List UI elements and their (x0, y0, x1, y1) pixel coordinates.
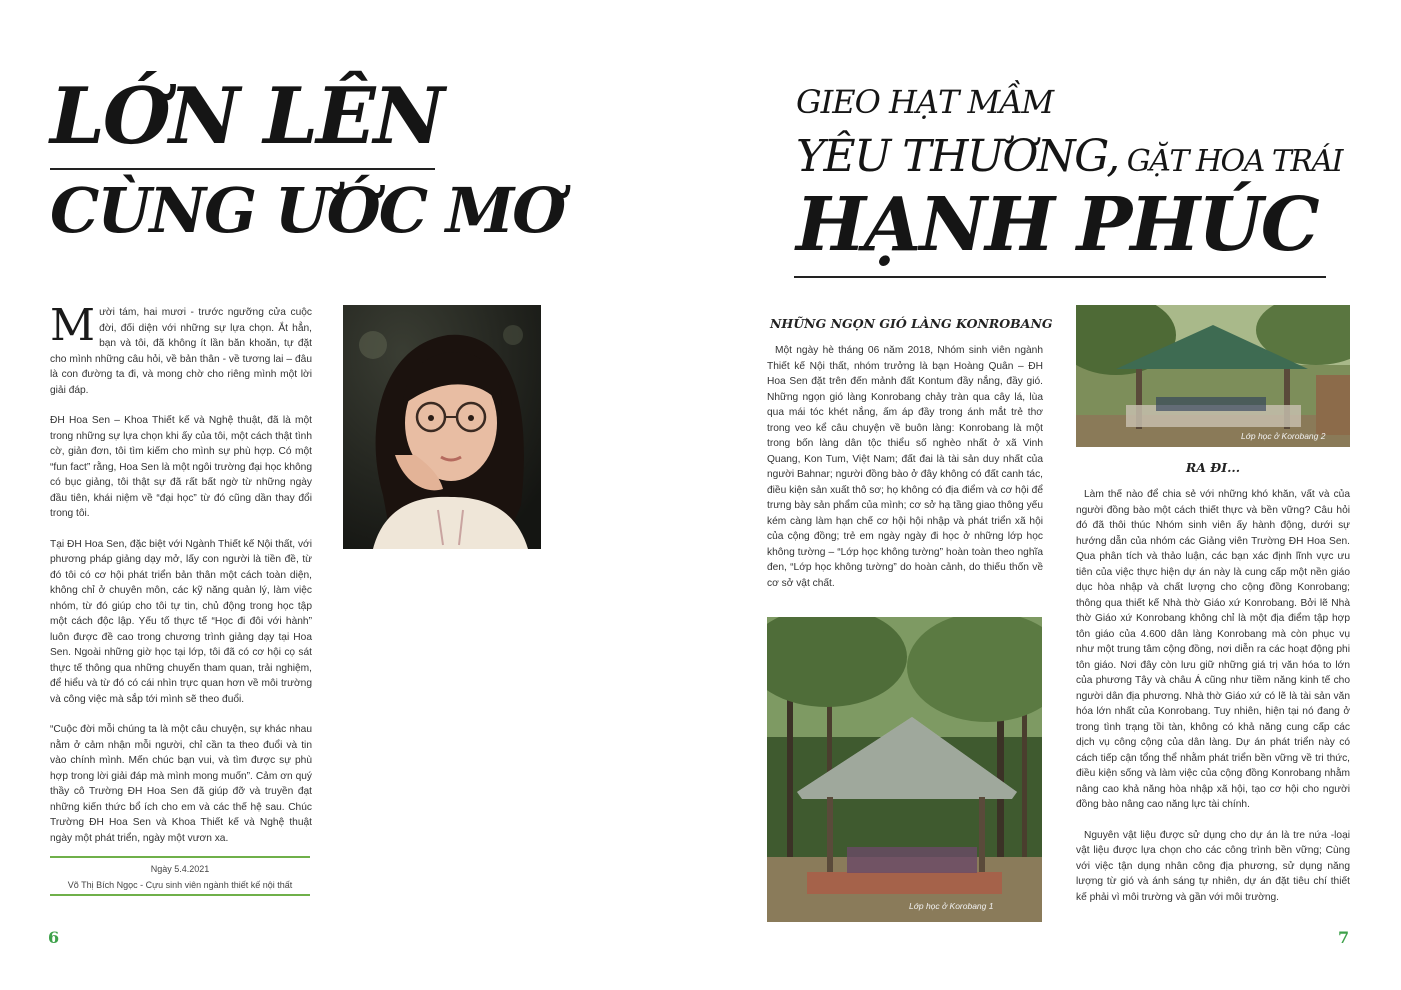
right-title-line-2-small: GẶT HOA TRÁI (1118, 144, 1342, 179)
left-paragraph-1-text: ười tám, hai mươi - trước ngưỡng cửa cuộc đời, đối diện với những sự lựa chọn. Ắt hẳn, bạn và tôi, đã không ít lần băn khoăn, tự đặt cho mình những câu hỏi, về bản thân - về tương lai – đâu là con đường ta đi, và mong chờ cho riêng mình một lời giải đáp. (50, 307, 312, 396)
right-page-title-line-2 (796, 131, 1342, 182)
left-paragraph-3: Tại ĐH Hoa Sen, đặc biệt với Ngành Thiết kế Nội thất, với phương pháp giảng dạy mở, lấy con người là tiền đề, từ đó tôi có cơ hội phát triển bản thân một cách toàn diện, không chỉ ở chuyên môn, các kỹ năng quản lý, làm việc nhóm, từ đó giúp cho tôi tự tin, chủ động trong học tập một cách độc lập. Yếu tố thực tế “Học đi đôi với hành” luôn được đề cao trong chương trình giảng dạy tại Hoa Sen. Ngoài những giờ học tại lớp, tôi đã có cơ hội cọ sát thực tế thông qua những chuyến tham quan, trải nghiệm, để hiểu và từ đó có cái nhìn trực quan hơn về môi trường và công việc mà sắp tới mình sẽ theo đuổi. (50, 538, 312, 705)
portrait-illustration (343, 305, 541, 549)
right-title-line-2-big: YÊU THƯƠNG, (796, 131, 1119, 182)
page-number-right: 7 (1338, 928, 1350, 947)
left-page-title-line-1: LỚN LÊN (50, 71, 443, 162)
section-heading-depart: RA ĐI... (1185, 460, 1241, 475)
left-article-column (50, 300, 312, 861)
page-number-left: 6 (48, 928, 60, 947)
right-article-column (1076, 487, 1350, 920)
middle-paragraph-1: Một ngày hè tháng 06 năm 2018, Nhóm sinh viên ngành Thiết kế Nội thất, nhóm trưởng là bạn Hoàng Quân – ĐH Hoa Sen đặt trên đến mảnh đất Kontum đầy nắng, đầy gió. Những ngọn gió làng Konrobang chảy tràn qua cây lá, lùa qua mái tóc khét nắng, ấm áp đầy trong ánh mắt trẻ thơ trong veo kể câu chuyện về buôn làng: Konrobang là một trong bốn làng dân tộc thiểu số nghèo nhất ở xã Vinh Quang, Kon Tum, Việt Nam; đất đai là tài sản duy nhất của người Bahnar; người đồng bào ở đây không có đất canh tác, điều kiện sản xuất thô sơ; họ không có địa điểm và cơ hội để trưng bày sản phẩm của mình; cơ sở hạ tầng giao thông yếu kém càng làm hạn chế cơ hội hội nhập và phát triển xã hội của cộng đồng; trẻ em ngày ngày đi học ở những lớp học không tường – “Lớp học không tường” hoàn toàn theo nghĩa đen, “Lớp học không tường” do hoàn cảnh, do thiếu thốn về cơ sở vật chất. (767, 345, 1043, 589)
left-page-title-rule (50, 168, 435, 170)
right-page-title-rule (794, 276, 1326, 278)
right-page-title-line-1: GIEO HẠT MẦM (796, 83, 1054, 121)
signature-rule-bottom (50, 894, 310, 896)
classroom-2-illustration (1076, 305, 1350, 447)
caption-classroom-1: Lớp học ở Korobang 1 (909, 901, 994, 911)
left-paragraph-4: “Cuộc đời mỗi chúng ta là một câu chuyện, sự khác nhau nằm ở cảm nhận mỗi người, chỉ cần ta theo đuổi và tin vào chính mình. Mến chúc bạn vui, và tìm được sự phù hợp trong lời giải đáp mà mình mong muốn”. Cảm ơn quý thầy cô Trường ĐH Hoa Sen đã giúp đỡ và truyền đạt những kiến thức bổ ích cho em và các thế hệ sau. Chúc Trường ĐH Hoa Sen và Khoa Thiết kế và Nghệ thuật ngày một phát triển, ngày một vươn xa. (50, 724, 312, 844)
section-heading-winds: NHỮNG NGỌN GIÓ LÀNG KONROBANG (770, 316, 1053, 331)
left-page-title-line-2: CÙNG ƯỚC MƠ (50, 174, 565, 247)
dropcap-letter: M (50, 300, 96, 351)
middle-article-column (767, 343, 1043, 591)
caption-classroom-2: Lớp học ở Korobang 2 (1241, 431, 1326, 441)
signature-rule-top (50, 856, 310, 858)
right-paragraph-2: Nguyên vật liệu được sử dụng cho dự án là tre nứa -loại vật liệu được lựa chọn cho các công trình bền vững; Cùng với việc tận dụng nhân công địa phương, sử dụng năng lượng từ gió và ánh sáng tự nhiên, dự án đặt tiêu chí thiết kế phải vì môi trường và gần với môi trường. (1076, 829, 1350, 903)
right-page-title-line-3: HẠNH PHÚC (796, 182, 1318, 268)
left-paragraph-1 (50, 300, 312, 398)
right-paragraph-1: Làm thế nào để chia sẻ với những khó khăn, vất và của người đồng bào một cách thiết thực và bền vững? Câu hỏi đó đã thôi thúc Nhóm sinh viên ấy hành động, dưới sự hướng dẫn của nhóm các Giảng viên Trường ĐH Hoa Sen. Qua phân tích và thảo luận, các bạn xác định lĩnh vực ưu tiên của việc thực hiện dự án này là cung cấp một nền giáo dục hòa nhập và chất lượng cho cộng đồng Konrobang; thông qua thiết kế Nhà thờ Giáo xứ Konrobang. Bởi lẽ Nhà thờ Giáo xứ Konrobang không chỉ là một địa điểm tập hợp tôn giáo của 4.600 dân làng Konrobang mà còn phục vụ như một trung tâm cộng đồng, nơi diễn ra các hoạt động phi tôn giáo. Nơi đây còn lưu giữ những giá trị văn hóa to lớn của phương Tây và châu Á cũng như tiềm năng kinh tế cho người dân địa phương. Nhà thờ Giáo xứ có lẽ là tài sản văn hóa lớn nhất của Konrobang. Tuy nhiên, hiện tại nó đang ở trong tình trạng tồi tàn, không có khả năng cung cấp các dịch vụ công cộng của dân làng. Dự án phát triển này có cách tiếp cận tổng thể nhằm phát triển bền vững về tri thức, điều kiện sống và làm việc của cộng đồng Konrobang nhằm nâng cao khả năng hòa nhập xã hội, tạo cơ hội cho người đồng bào nâng cao năng lực tài chính. (1076, 489, 1350, 810)
left-paragraph-2: ĐH Hoa Sen – Khoa Thiết kế và Nghệ thuật, đã là một trong những sự lựa chọn khi ấy của tôi, một cách thật tình cờ, giản đơn, tôi tìm kiếm cho mình sự phù hợp. Có một “fun fact” rằng, Hoa Sen là một ngôi trường đại học không có bục giảng, tôi thật sự đã rất bất ngờ từ những ngày đầu tiên, khái niệm về “đại học” từ đó cũng dần thay đổi trong tôi. (50, 415, 312, 519)
photo-classroom-2 (1076, 305, 1350, 447)
portrait-photo (343, 305, 541, 549)
classroom-1-illustration (767, 617, 1042, 922)
signature-name: Võ Thị Bích Ngọc - Cựu sinh viên ngành thiết kế nội thất (67, 880, 293, 890)
photo-classroom-1 (767, 617, 1042, 922)
signature-date: Ngày 5.4.2021 (150, 864, 210, 874)
